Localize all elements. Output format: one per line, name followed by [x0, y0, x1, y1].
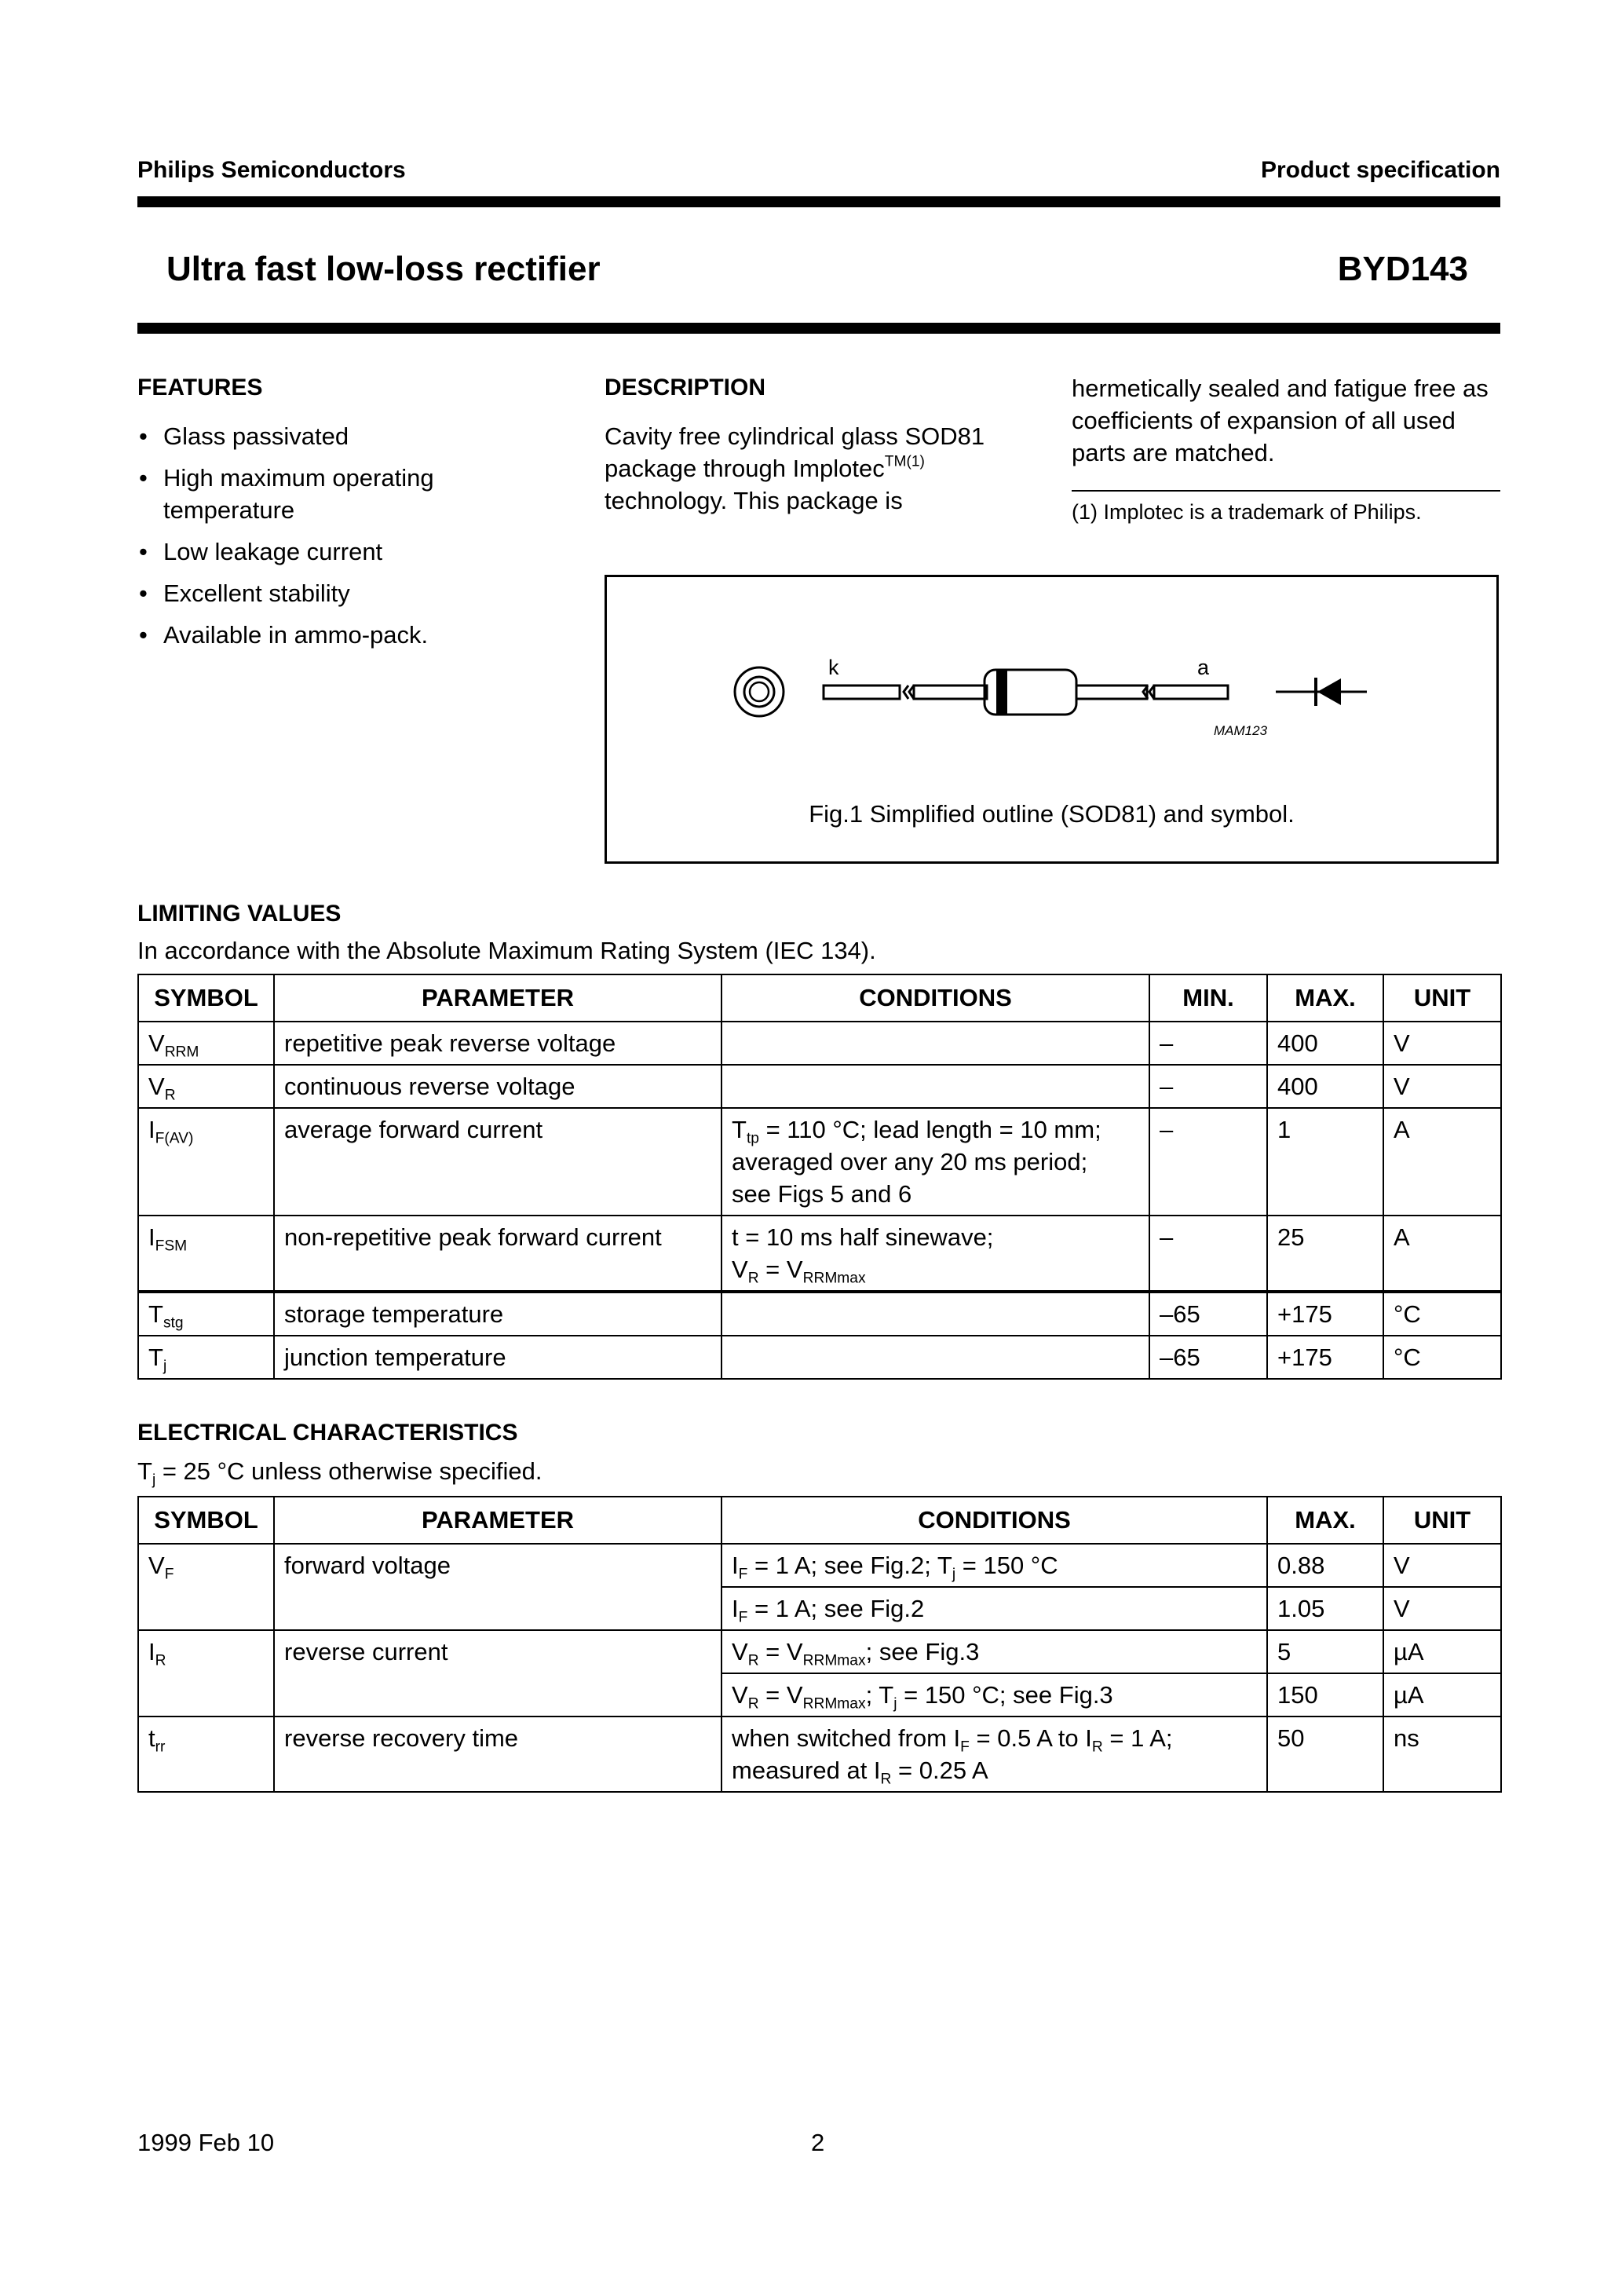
unit-cell: V — [1383, 1065, 1501, 1108]
column-header: MAX. — [1267, 1497, 1383, 1544]
electrical-table — [137, 1496, 1502, 1793]
cathode-label: k — [828, 656, 839, 679]
unit-cell: °C — [1383, 1336, 1501, 1379]
max-cell: 400 — [1267, 1022, 1383, 1065]
conditions-cell: $I_F = 1$ A; see Fig.2; $T_j = 150$ °C — [721, 1544, 1267, 1587]
column-header: MIN. — [1149, 974, 1267, 1022]
trademark-superscript: TM(1) — [884, 453, 925, 470]
symbol-cell: $I_R$ — [138, 1630, 274, 1717]
conditions-cell — [721, 1022, 1149, 1065]
table-row — [138, 1336, 1501, 1379]
conditions-cell — [721, 1065, 1149, 1108]
parameter-cell: storage temperature — [274, 1292, 721, 1336]
page-title: Ultra fast low-loss rectifier — [166, 250, 601, 288]
min-cell: – — [1149, 1108, 1267, 1216]
column-header: UNIT — [1383, 1497, 1501, 1544]
max-cell: 50 — [1267, 1717, 1383, 1792]
table-row — [138, 1544, 1501, 1587]
diode-body-icon — [985, 670, 1076, 715]
parameter-cell: reverse recovery time — [274, 1717, 721, 1792]
figure-caption: Fig.1 Simplified outline (SOD81) and symbol. — [809, 800, 1295, 828]
parameter-cell: reverse current — [274, 1630, 721, 1717]
column-header: SYMBOL — [138, 1497, 274, 1544]
symbol-cell: $I_{FSM}$ — [138, 1216, 274, 1292]
feature-item: • Excellent stability — [137, 577, 483, 609]
unit-cell: µA — [1383, 1673, 1501, 1717]
max-cell: +175 — [1267, 1292, 1383, 1336]
features-heading: FEATURES — [137, 375, 263, 400]
table-row — [138, 1108, 1501, 1216]
figure-code: MAM123 — [1214, 723, 1268, 738]
symbol-cell: $V_R$ — [138, 1065, 274, 1108]
conditions-cell: when switched from $I_F = 0.5$ A to $I_R = 1$ A; measured at $I_R = 0.25$ A — [721, 1717, 1267, 1792]
right-lead-icon — [1076, 686, 1228, 699]
column-header: UNIT — [1383, 974, 1501, 1022]
footer-date: 1999 Feb 10 — [137, 2129, 275, 2156]
column-header: PARAMETER — [274, 1497, 721, 1544]
limiting-values-table — [137, 974, 1502, 1380]
symbol-cell: $V_{RRM}$ — [138, 1022, 274, 1065]
electrical-intro: $T_j = 25$ °C unless otherwise specified. — [137, 1457, 542, 1489]
min-cell: – — [1149, 1022, 1267, 1065]
unit-cell: µA — [1383, 1630, 1501, 1673]
part-number: BYD143 — [1337, 250, 1468, 288]
header-rule-bottom — [137, 323, 1500, 334]
features-list — [137, 420, 483, 660]
table-row — [138, 1717, 1501, 1792]
anode-label: a — [1197, 656, 1210, 679]
table-row — [138, 1065, 1501, 1108]
conditions-cell: $I_F = 1$ A; see Fig.2 — [721, 1587, 1267, 1630]
parameter-cell: junction temperature — [274, 1336, 721, 1379]
diode-symbol-icon — [1276, 678, 1367, 706]
min-cell: –65 — [1149, 1336, 1267, 1379]
min-cell: –65 — [1149, 1292, 1267, 1336]
column-header: CONDITIONS — [721, 1497, 1267, 1544]
unit-cell: ns — [1383, 1717, 1501, 1792]
description-text: Cavity free cylindrical glass SOD81 package through Implotec$^{TM(1)}$ technology. This package is — [605, 422, 985, 514]
limiting-intro: In accordance with the Absolute Maximum Rating System (IEC 134). — [137, 937, 876, 964]
footnote: (1) Implotec is a trademark of Philips. — [1072, 500, 1422, 524]
unit-cell: V — [1383, 1022, 1501, 1065]
column-header: CONDITIONS — [721, 974, 1149, 1022]
end-view-icon — [735, 667, 784, 716]
unit-cell: °C — [1383, 1292, 1501, 1336]
limiting-heading: LIMITING VALUES — [137, 901, 342, 927]
unit-cell: V — [1383, 1544, 1501, 1587]
parameter-cell: continuous reverse voltage — [274, 1065, 721, 1108]
symbol-cell: $T_{stg}$ — [138, 1292, 274, 1336]
column-header: MAX. — [1267, 974, 1383, 1022]
conditions-cell: $V_R = V_{RRMmax}$; $T_j = 150$ °C; see Fig.3 — [721, 1673, 1267, 1717]
max-cell: +175 — [1267, 1336, 1383, 1379]
company-name: Philips Semiconductors — [137, 157, 406, 183]
electrical-heading: ELECTRICAL CHARACTERISTICS — [137, 1420, 518, 1446]
max-cell: 25 — [1267, 1216, 1383, 1292]
parameter-cell: non-repetitive peak forward current — [274, 1216, 721, 1292]
page-number: 2 — [811, 2129, 825, 2156]
min-cell: – — [1149, 1065, 1267, 1108]
feature-item: • Low leakage current — [137, 536, 483, 568]
max-cell: 0.88 — [1267, 1544, 1383, 1587]
feature-item: • Glass passivated — [137, 420, 483, 452]
unit-cell: V — [1383, 1587, 1501, 1630]
conditions-cell — [721, 1336, 1149, 1379]
symbol-cell: $I_{F(AV)}$ — [138, 1108, 274, 1216]
left-lead-icon — [824, 686, 987, 699]
parameter-cell: forward voltage — [274, 1544, 721, 1630]
footnote-rule — [1072, 490, 1500, 492]
table-row — [138, 1292, 1501, 1336]
table-row — [138, 1022, 1501, 1065]
table-row — [138, 1630, 1501, 1673]
figure-box — [605, 575, 1499, 864]
conditions-cell: $T_{tp} = 110$ °C; lead length = 10 mm; averaged over any 20 ms period; see Figs 5 and 6 — [721, 1108, 1149, 1216]
conditions-cell: $V_R = V_{RRMmax}$; see Fig.3 — [721, 1630, 1267, 1673]
description-heading: DESCRIPTION — [605, 375, 766, 400]
table-header-row — [138, 974, 1501, 1022]
column-header: SYMBOL — [138, 974, 274, 1022]
conditions-cell: t = 10 ms half sinewave; $V_R = V_{RRMmax}$ — [721, 1216, 1149, 1292]
column-header: PARAMETER — [274, 974, 721, 1022]
parameter-cell: repetitive peak reverse voltage — [274, 1022, 721, 1065]
feature-item: • High maximum operating temperature — [137, 462, 483, 526]
table-row — [138, 1216, 1501, 1292]
max-cell: 1.05 — [1267, 1587, 1383, 1630]
description-text-cont: hermetically sealed and fatigue free as coefficients of expansion of all used parts are matched. — [1072, 375, 1489, 466]
symbol-cell: $t_{rr}$ — [138, 1717, 274, 1792]
max-cell: 400 — [1267, 1065, 1383, 1108]
unit-cell: A — [1383, 1108, 1501, 1216]
doc-type: Product specification — [1260, 157, 1500, 183]
max-cell: 1 — [1267, 1108, 1383, 1216]
max-cell: 150 — [1267, 1673, 1383, 1717]
unit-cell: A — [1383, 1216, 1501, 1292]
header-rule-top — [137, 196, 1500, 207]
conditions-cell — [721, 1292, 1149, 1336]
symbol-cell: $T_j$ — [138, 1336, 274, 1379]
parameter-cell: average forward current — [274, 1108, 721, 1216]
max-cell: 5 — [1267, 1630, 1383, 1673]
symbol-cell: $V_F$ — [138, 1544, 274, 1630]
min-cell: – — [1149, 1216, 1267, 1292]
feature-item: • Available in ammo-pack. — [137, 619, 483, 651]
table-header-row — [138, 1497, 1501, 1544]
